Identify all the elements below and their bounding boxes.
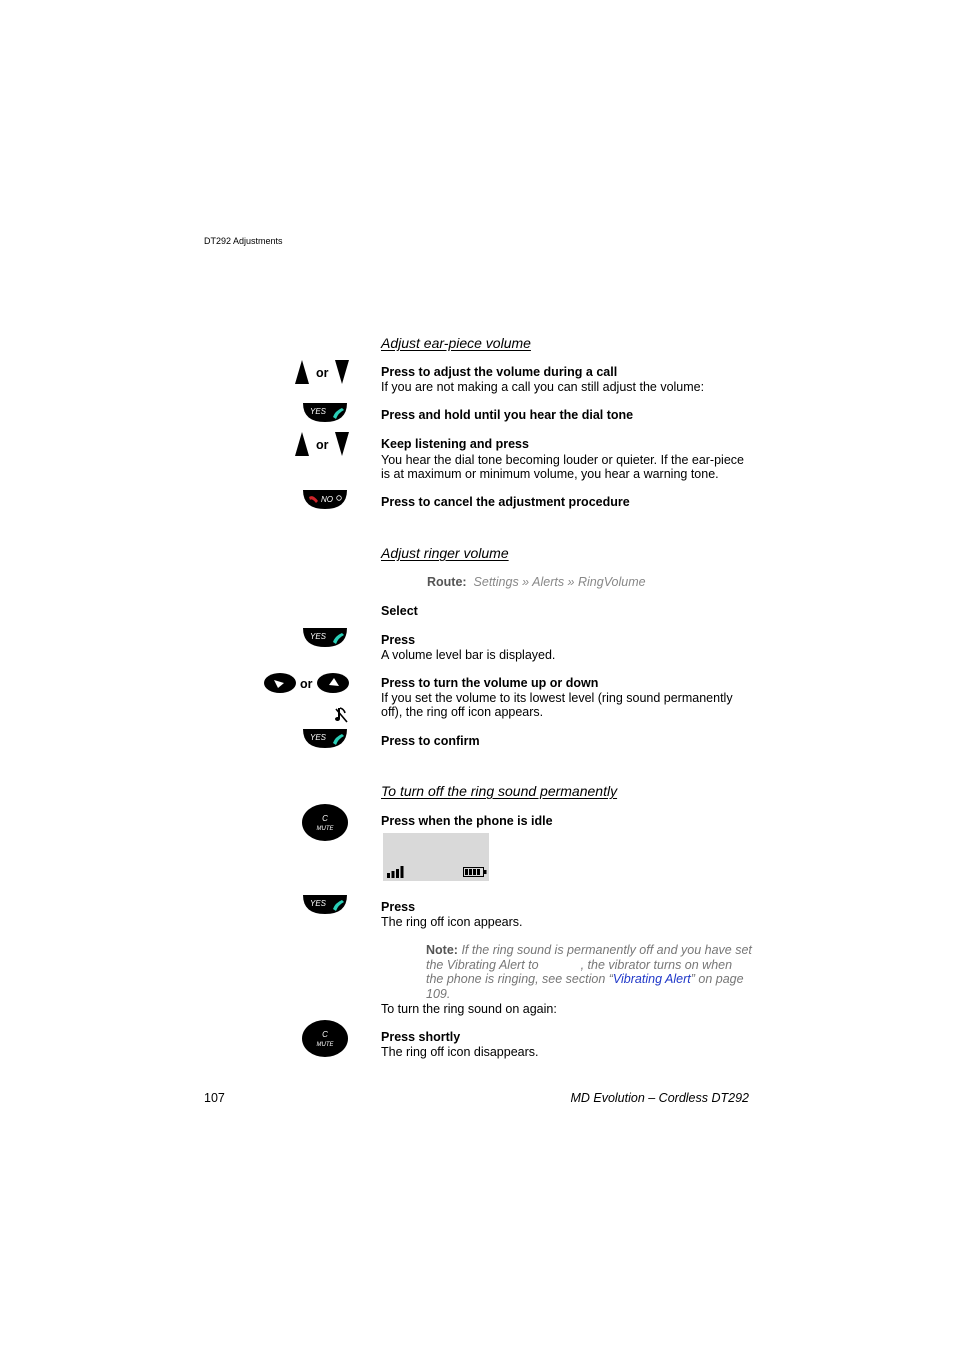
ring-off-icon	[334, 706, 349, 724]
running-header: DT292 Adjustments	[204, 236, 283, 246]
ring-on-again-text: To turn the ring sound on again:	[381, 1002, 557, 1016]
svg-text:MUTE: MUTE	[316, 1042, 334, 1048]
no-key-icon	[302, 489, 348, 515]
step-text: If you set the volume to its lowest level (ring sound permanently off), the ring off icon appears.	[381, 691, 733, 719]
svg-text:MUTE: MUTE	[316, 826, 334, 832]
or-label: or	[316, 438, 329, 452]
c-mute-key-icon	[302, 804, 348, 846]
or-label: or	[316, 366, 329, 380]
step-bold: Press shortly	[381, 1030, 461, 1044]
section-title-earpiece: Adjust ear-piece volume	[381, 335, 531, 351]
step-bold: Press to cancel the adjustment procedure	[381, 495, 630, 509]
nav-right-key-icon	[317, 673, 349, 693]
route-path: Settings » Alerts » RingVolume	[473, 575, 646, 589]
svg-text:C: C	[322, 1030, 328, 1039]
step-text: If you are not making a call you can still adjust the volume:	[381, 380, 705, 394]
note-text-1: If the ring sound is permanently off and you have set the Vibrating Alert to	[426, 943, 752, 972]
battery-icon	[463, 867, 487, 877]
note-text-2: , the vibrator turns on when the phone is ringing, see section “	[426, 957, 733, 986]
step-bold: Press	[381, 900, 416, 914]
yes-key-icon	[302, 894, 348, 920]
or-label: or	[300, 677, 313, 691]
c-mute-key-icon	[302, 1020, 348, 1062]
step-bold: Press and hold until you hear the dial tone	[381, 408, 634, 422]
route-label: Route:	[427, 575, 467, 589]
up-arrow-icon	[295, 432, 309, 456]
step-bold: Press to turn the volume up or down	[381, 676, 599, 690]
down-arrow-icon	[335, 360, 349, 384]
svg-text:YES: YES	[310, 899, 327, 908]
up-arrow-icon	[295, 360, 309, 384]
yes-key-icon	[302, 627, 348, 653]
page-number: 107	[204, 1091, 225, 1105]
route-line	[427, 575, 646, 589]
step-bold: Keep listening and press	[381, 437, 529, 451]
vibrating-alert-link[interactable]: Vibrating Alert	[612, 972, 691, 986]
document-title: MD Evolution – Cordless DT292	[570, 1091, 749, 1105]
svg-text:NO: NO	[321, 495, 333, 504]
note-text-3: ” on page 109.	[426, 972, 744, 1001]
note-block	[426, 943, 752, 1001]
step-text: The ring off icon appears.	[381, 915, 523, 929]
section-title-ring-off: To turn off the ring sound permanently	[381, 783, 618, 799]
note-label: Note:	[426, 943, 458, 957]
section-title-ringer: Adjust ringer volume	[381, 545, 509, 561]
step-bold: Press	[381, 633, 416, 647]
signal-bars-icon	[387, 866, 405, 878]
svg-text:YES: YES	[310, 733, 327, 742]
step-text: The ring off icon disappears.	[381, 1045, 539, 1059]
svg-text:YES: YES	[310, 632, 327, 641]
select-label: Select	[381, 604, 418, 618]
phone-display	[383, 833, 489, 881]
step-bold: Press when the phone is idle	[381, 814, 553, 828]
yes-key-icon	[302, 728, 348, 754]
nav-left-key-icon	[264, 673, 296, 693]
step-bold: Press to confirm	[381, 734, 480, 748]
down-arrow-icon	[335, 432, 349, 456]
step-text: A volume level bar is displayed.	[381, 648, 556, 662]
svg-text:YES: YES	[310, 407, 327, 416]
svg-text:C: C	[322, 814, 328, 823]
step-text: You hear the dial tone becoming louder or quieter. If the ear-piece is at maximum or minimum volume, you hear a warning tone.	[381, 453, 744, 481]
yes-key-icon	[302, 402, 348, 428]
step-bold: Press to adjust the volume during a call	[381, 365, 618, 379]
